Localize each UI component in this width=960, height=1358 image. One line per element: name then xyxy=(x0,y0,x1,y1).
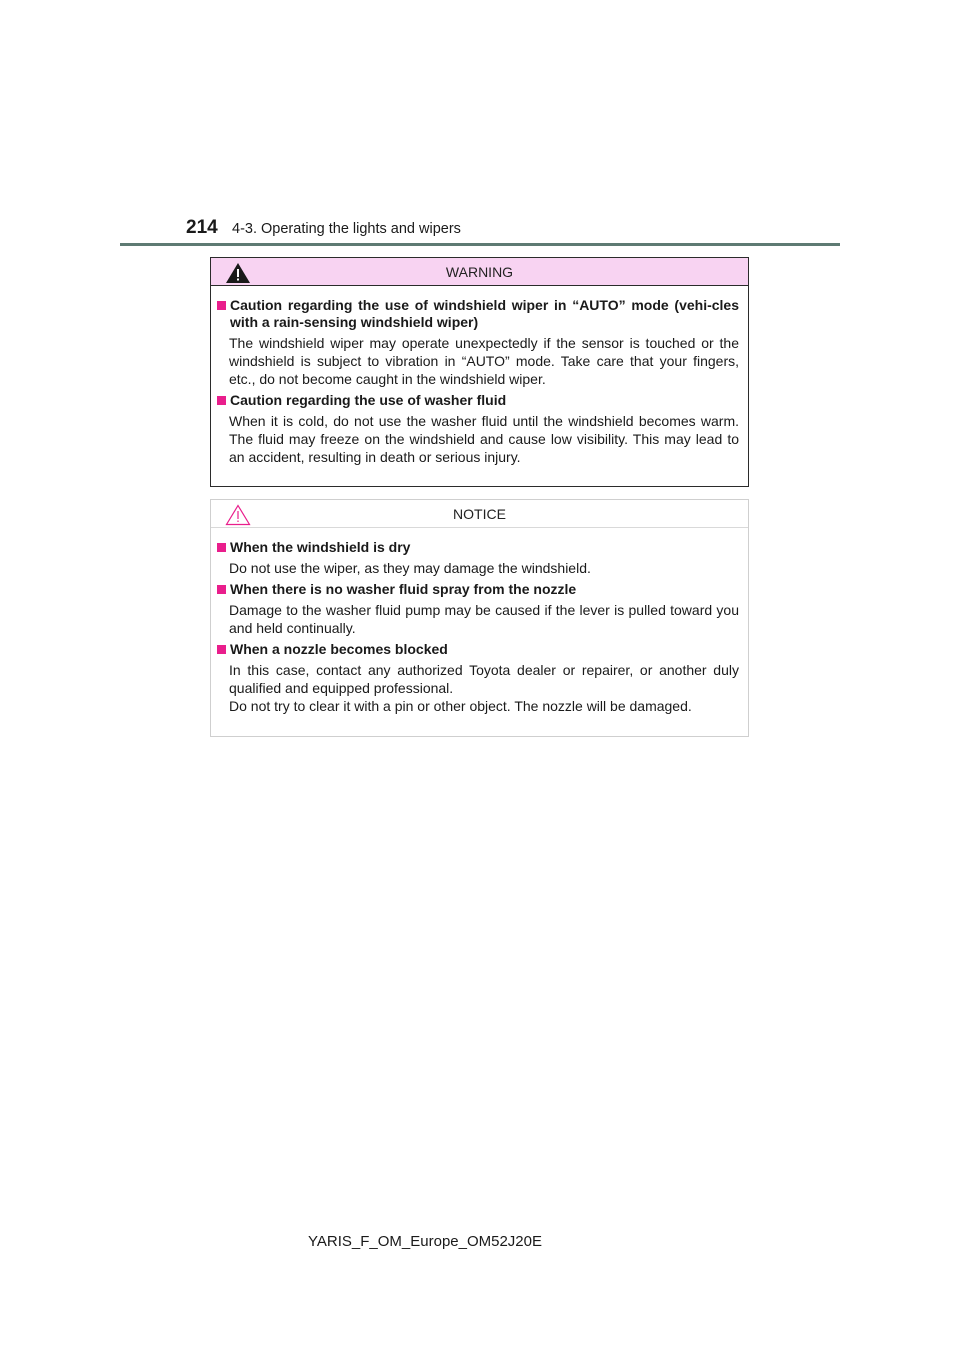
notice-item-title: When a nozzle becomes blocked xyxy=(230,641,448,657)
document-code: YARIS_F_OM_Europe_OM52J20E xyxy=(308,1233,543,1250)
warning-box xyxy=(210,257,749,487)
notice-item-text xyxy=(217,601,739,637)
warning-item-heading xyxy=(217,297,739,331)
notice-item-paragraph: In this case, contact any authorized Toyota dealer or repairer, or another duly qualified and equipped professional. xyxy=(229,662,739,696)
square-bullet-icon xyxy=(217,645,226,654)
square-bullet-icon xyxy=(217,543,226,552)
square-bullet-icon xyxy=(217,396,226,405)
warning-item-heading xyxy=(217,392,739,409)
warning-item-text xyxy=(217,334,739,388)
warning-header xyxy=(211,258,748,286)
notice-header xyxy=(211,500,748,528)
warning-body xyxy=(211,286,748,466)
notice-item-heading xyxy=(217,539,739,556)
warning-item-text xyxy=(217,412,739,466)
warning-item-title: Caution regarding the use of washer fluid xyxy=(230,392,507,408)
notice-body xyxy=(211,528,748,715)
caution-triangle-icon xyxy=(225,504,251,526)
section-title: 4-3. Operating the lights and wipers xyxy=(232,221,461,237)
notice-item-title: When the windshield is dry xyxy=(230,539,411,555)
warning-triangle-icon xyxy=(225,262,251,284)
notice-item xyxy=(217,581,739,637)
warning-item xyxy=(217,392,739,466)
notice-item xyxy=(217,539,739,577)
warning-item-title: Caution regarding the use of windshield wiper in “AUTO” mode (vehi-cles with a rain-sensing windshield wiper) xyxy=(230,297,739,330)
page-number: 214 xyxy=(186,217,218,238)
square-bullet-icon xyxy=(217,301,226,310)
notice-item-text xyxy=(217,559,739,577)
notice-item-heading xyxy=(217,581,739,598)
notice-item-paragraph: Damage to the washer fluid pump may be caused if the lever is pulled toward you and held continually. xyxy=(229,602,739,636)
warning-item-paragraph: When it is cold, do not use the washer fluid until the windshield becomes warm. The fluid may freeze on the windshield and cause low visibility. This may lead to an accident, resulting in death or serious injury. xyxy=(229,413,739,465)
notice-item-paragraph: Do not use the wiper, as they may damage the windshield. xyxy=(229,560,591,576)
notice-item-heading xyxy=(217,641,739,658)
warning-item xyxy=(217,297,739,388)
header-divider xyxy=(120,243,840,246)
notice-item-text xyxy=(217,661,739,715)
notice-item-paragraph: Do not try to clear it with a pin or other object. The nozzle will be damaged. xyxy=(229,698,692,714)
warning-item-paragraph: The windshield wiper may operate unexpectedly if the sensor is touched or the windshield is subject to vibration in “AUTO” mode. Take care that your fingers, etc., do not become caught in the windshield wiper. xyxy=(229,335,739,387)
notice-label: NOTICE xyxy=(453,505,506,522)
notice-item-title: When there is no washer fluid spray from the nozzle xyxy=(230,581,577,597)
notice-box xyxy=(210,499,749,737)
notice-item xyxy=(217,641,739,715)
warning-label: WARNING xyxy=(445,263,514,280)
square-bullet-icon xyxy=(217,585,226,594)
